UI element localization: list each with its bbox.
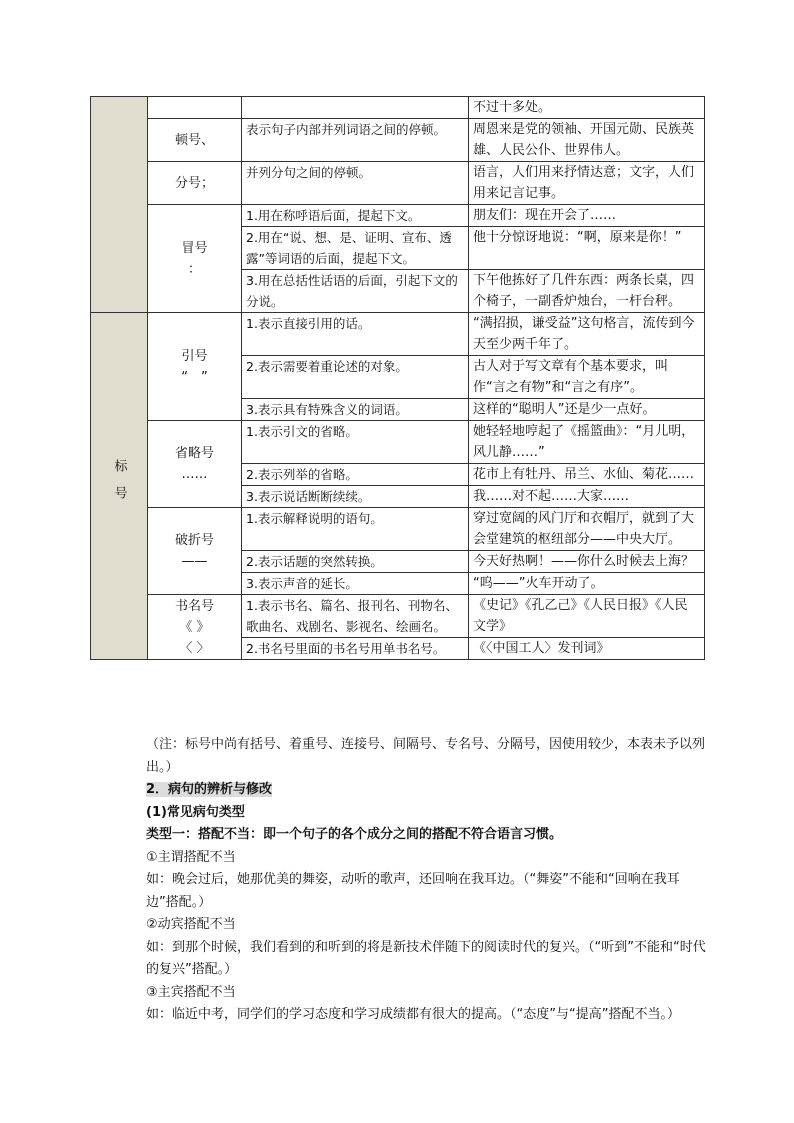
- name-cell: [148, 97, 242, 119]
- example-cell: 古人对于写文章有个基本要求，叫作“言之有物”和“言之有序”。: [469, 356, 705, 399]
- use-cell: 表示句子内部并列词语之间的停顿。: [242, 119, 469, 162]
- example-cell: 她轻轻地哼起了《摇篮曲》：“月儿明，风儿静……”: [469, 421, 705, 464]
- use-cell: 2.表示需要着重论述的对象。: [242, 356, 469, 399]
- punctuation-table: [90, 96, 705, 660]
- example-cell: 《〈中国工人〉发刊词》: [469, 638, 705, 660]
- example-cell: 我……对不起……大家……: [469, 486, 705, 508]
- table-row: [91, 205, 705, 227]
- body-text: [118, 734, 708, 1027]
- name-cell-book-title: 书名号 《 》 〈 〉: [148, 595, 242, 660]
- use-cell: 1.表示直接引用的话。: [242, 313, 469, 356]
- use-cell: 3.表示声音的延长。: [242, 573, 469, 595]
- section-heading: 2．病句的辨析与修改: [146, 782, 273, 797]
- table-row: [91, 119, 705, 162]
- example-cell: 周恩来是党的领袖、开国元勋、民族英雄、人民公仆、世界伟人。: [469, 119, 705, 162]
- example-paragraph: 如：到那个时候，我们看到的和听到的将是新技术伴随下的阅读时代的复兴。（“听到”不能和“时代的复兴”搭配。）: [146, 939, 706, 977]
- name-cell-ellipsis: 省略号 ……: [148, 421, 242, 508]
- use-cell: 2.表示列举的省略。: [242, 464, 469, 486]
- example-cell: 花市上有牡丹、吊兰、水仙、菊花……: [469, 464, 705, 486]
- example-cell: 穿过宽阔的风门厅和衣帽厅，就到了大会堂建筑的枢纽部分——中央大厅。: [469, 508, 705, 551]
- example-cell: “满招损，谦受益”这句格言，流传到今天至少两千年了。: [469, 313, 705, 356]
- name-cell-colon: 冒号 ：: [148, 205, 242, 313]
- use-cell: [242, 97, 469, 119]
- name-cell-dash: 破折号 ——: [148, 508, 242, 595]
- table-row: [91, 162, 705, 205]
- use-cell: 3.表示说话断断续续。: [242, 486, 469, 508]
- use-cell: 2.用在“说、想、是、证明、宣布、透露”等词语的后面，提起下文。: [242, 227, 469, 270]
- table-note: （注：标号中尚有括号、着重号、连接号、间隔号、专名号、分隔号，因使用较少，本表未予以列出。）: [146, 737, 706, 775]
- name-cell: 顿号、: [148, 119, 242, 162]
- table-row: [91, 313, 705, 356]
- use-cell: 1.表示引文的省略。: [242, 421, 469, 464]
- use-cell: 2.书名号里面的书名号用单书名号。: [242, 638, 469, 660]
- example-cell: 语言，人们用来抒情达意；文字，人们用来记言记事。: [469, 162, 705, 205]
- example-cell: 今天好热啊！——你什么时候去上海？: [469, 551, 705, 573]
- use-cell: 并列分句之间的停顿。: [242, 162, 469, 205]
- table-row: [91, 421, 705, 464]
- type-heading: 类型一：搭配不当：即一个句子的各个成分之间的搭配不符合语言习惯。: [146, 827, 563, 842]
- item-heading: ②动宾搭配不当: [146, 917, 236, 932]
- example-cell: 《史记》《孔乙己》《人民日报》《人民文学》: [469, 595, 705, 638]
- example-cell: 不过十多处。: [469, 97, 705, 119]
- table-row: [91, 595, 705, 638]
- example-cell: 下午他拣好了几件东西：两条长桌，四个椅子，一副香炉烛台，一杆台秤。: [469, 270, 705, 313]
- example-paragraph: 如：晚会过后，她那优美的舞姿，动听的歌声，还回响在我耳边。（“舞姿”不能和“回响在我耳边”搭配。）: [146, 872, 680, 910]
- example-cell: 朋友们：现在开会了……: [469, 205, 705, 227]
- item-heading: ③主宾搭配不当: [146, 984, 236, 1000]
- group-cell-top: [91, 97, 148, 313]
- name-cell-quotes: 引号 “ ”: [148, 313, 242, 421]
- sub-heading: (1)常见病句类型: [146, 804, 245, 820]
- name-cell: 分号；: [148, 162, 242, 205]
- example-paragraph: 如：临近中考，同学们的学习态度和学习成绩都有很大的提高。（“态度”与“提高”搭配不当。）: [146, 1007, 680, 1022]
- use-cell: 1.表示书名、篇名、报刊名、刊物名、歌曲名、戏剧名、影视名、绘画名。: [242, 595, 469, 638]
- table-row: [91, 97, 705, 119]
- use-cell: 1.表示解释说明的语句。: [242, 508, 469, 551]
- table-row: [91, 508, 705, 551]
- example-cell: 他十分惊讶地说：“啊，原来是你！”: [469, 227, 705, 270]
- use-cell: 3.表示具有特殊含义的词语。: [242, 399, 469, 421]
- use-cell: 1.用在称呼语后面，提起下文。: [242, 205, 469, 227]
- use-cell: 3.用在总括性话语的后面，引起下文的分说。: [242, 270, 469, 313]
- example-cell: 这样的“聪明人”还是少一点好。: [469, 399, 705, 421]
- use-cell: 2.表示话题的突然转换。: [242, 551, 469, 573]
- item-heading: ①主谓搭配不当: [146, 849, 236, 865]
- group-cell-biaohao: 标号: [91, 313, 148, 660]
- example-cell: “呜——”火车开动了。: [469, 573, 705, 595]
